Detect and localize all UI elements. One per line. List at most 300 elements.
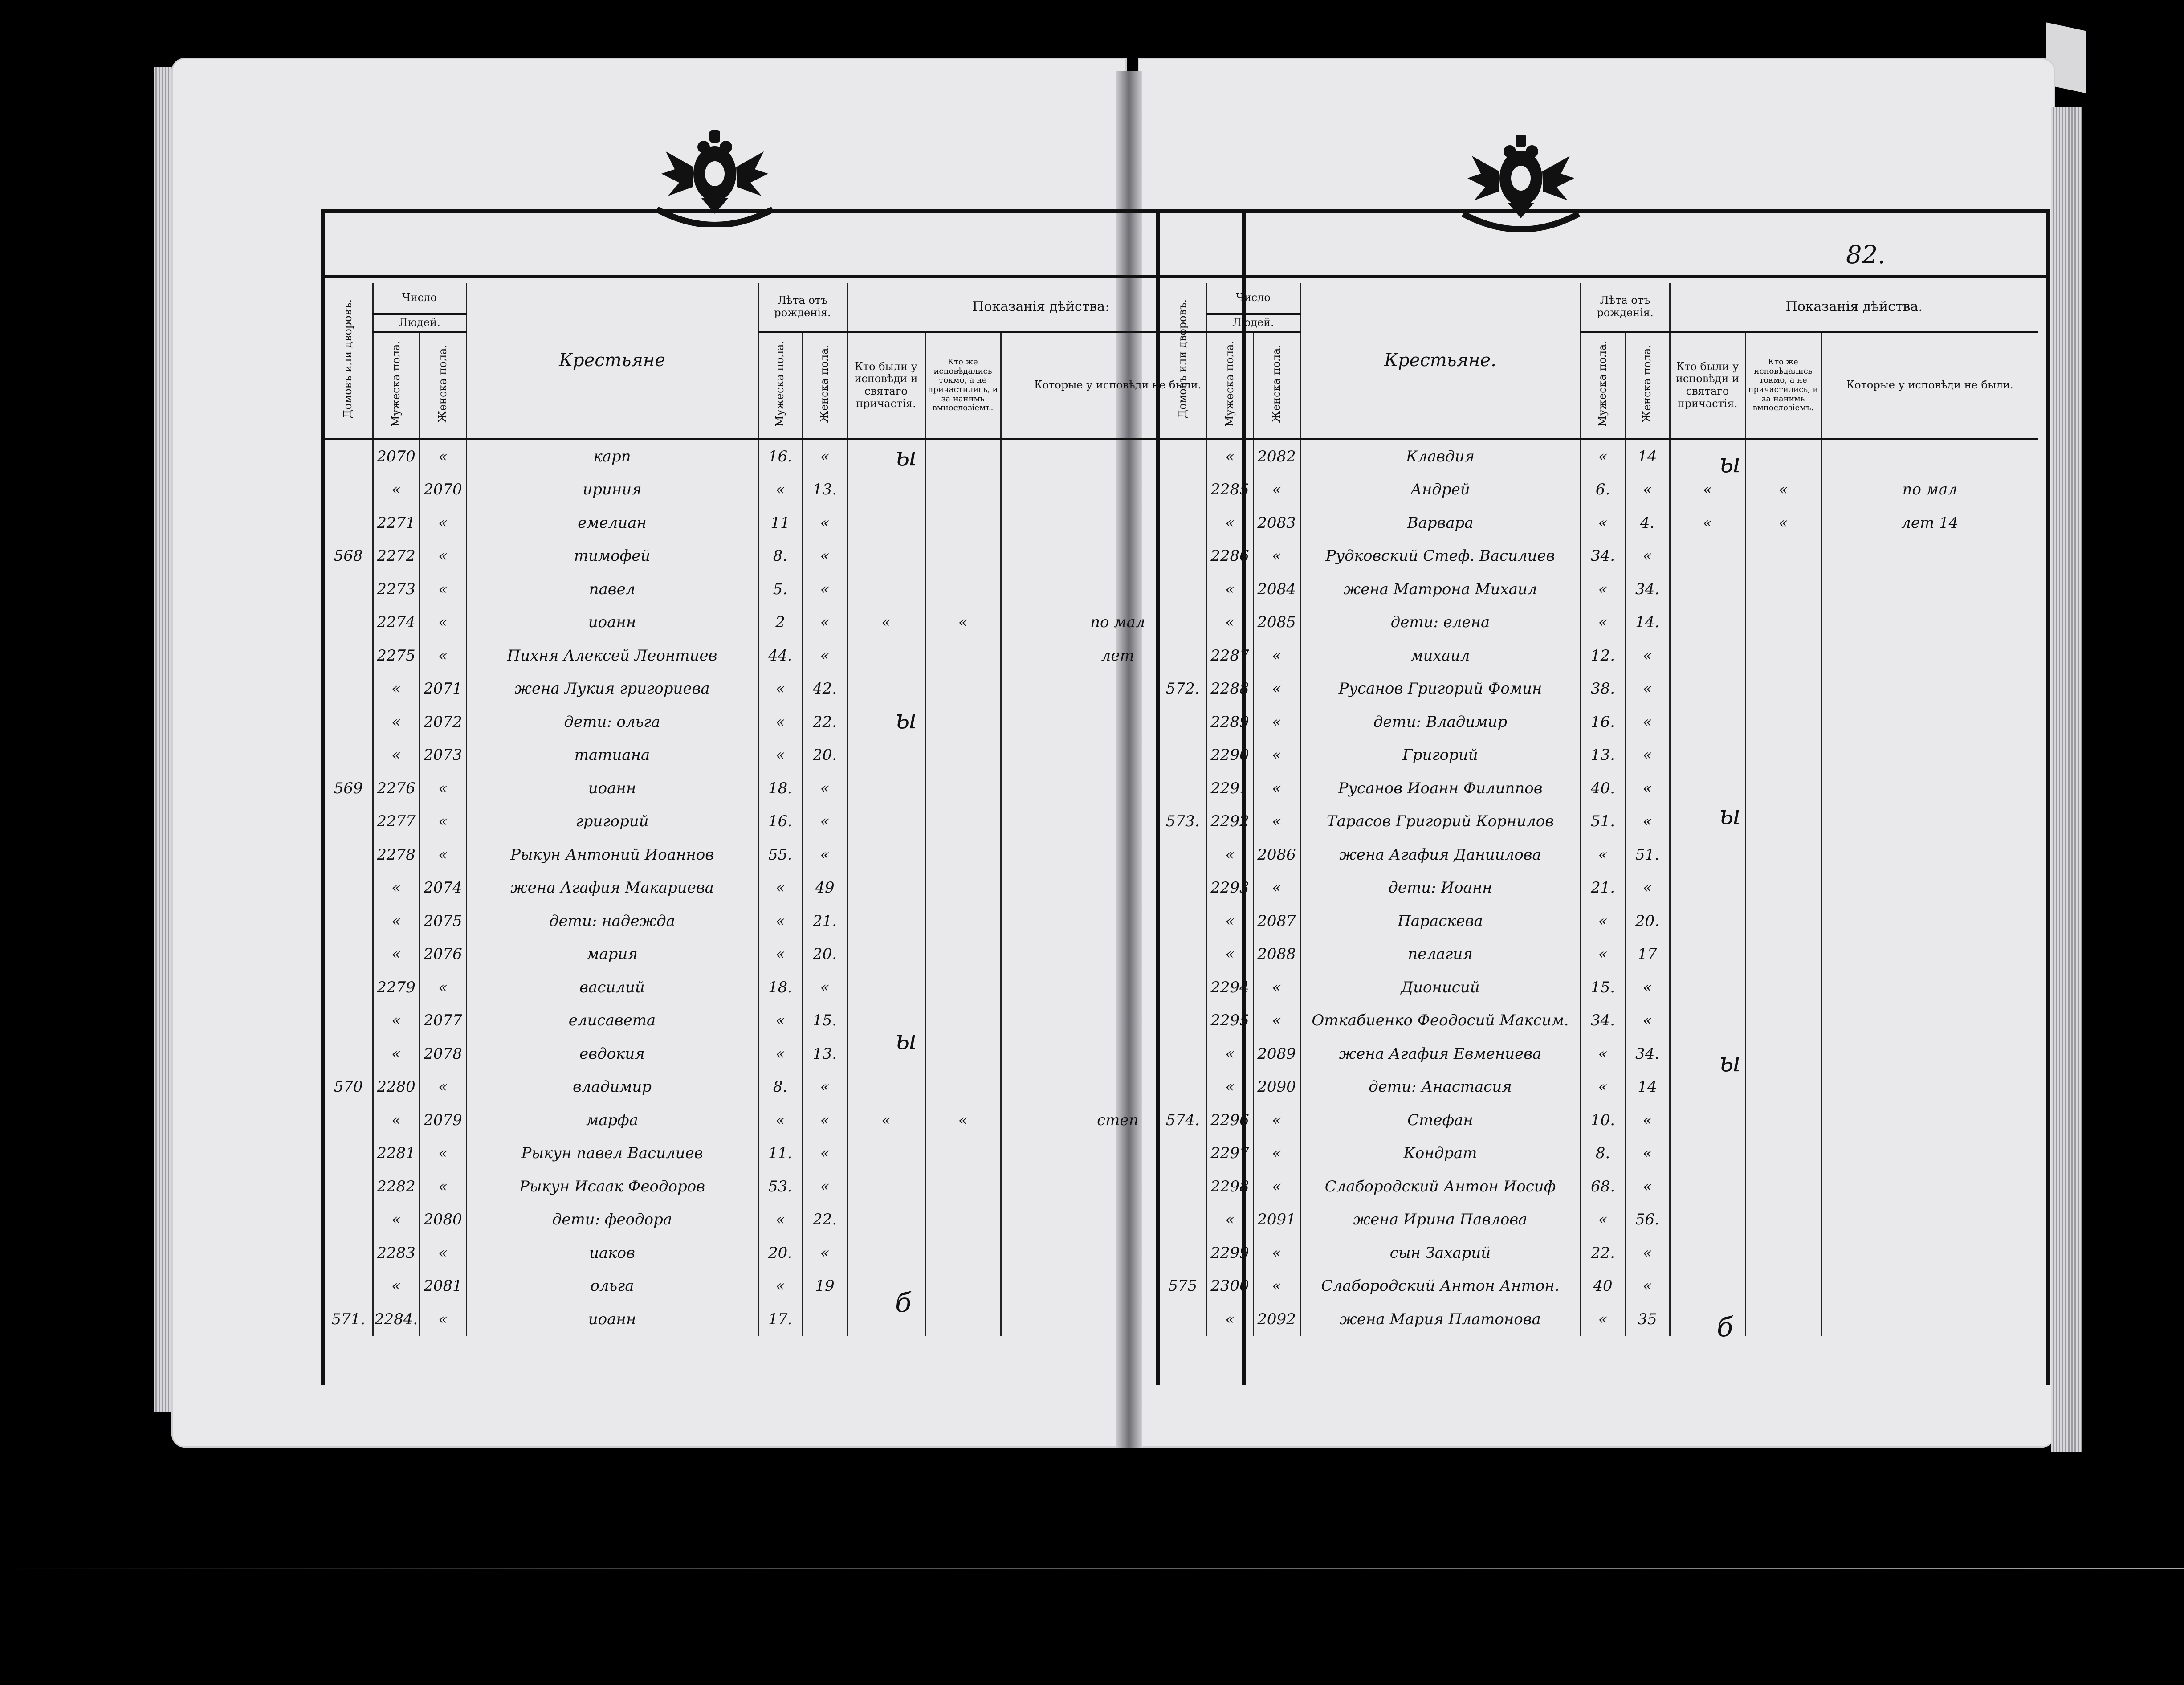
- cell-c1: «: [1670, 473, 1745, 506]
- cell-c1: [847, 506, 925, 540]
- cell-c3: [1821, 1004, 2038, 1037]
- col-households-header: Домовъ или дворовъ.: [1160, 283, 1206, 439]
- cell-c1: [1670, 871, 1745, 905]
- left-register-table: [325, 283, 1234, 1336]
- cell-male: «: [1206, 506, 1253, 540]
- cell-c2: [1745, 1236, 1821, 1270]
- cell-c3: [1821, 1104, 2038, 1137]
- col-confessed-header: Кто были у исповѣди и святаго причастія.: [1670, 332, 1745, 439]
- cell-c2: [1745, 1004, 1821, 1037]
- cell-age-f: «: [803, 971, 847, 1004]
- cell-male: 2294: [1206, 971, 1253, 1004]
- cell-name: тимофей: [466, 539, 758, 573]
- cell-c3: по мал: [1821, 473, 2038, 506]
- cell-age-f: 22.: [803, 1203, 847, 1236]
- cell-age-m: 6.: [1581, 473, 1625, 506]
- cell-age-f: «: [803, 805, 847, 838]
- margin-mark: ы: [895, 441, 917, 472]
- cell-age-m: 53.: [758, 1170, 803, 1204]
- cell-house: [325, 473, 373, 506]
- register-row: [1160, 805, 2038, 838]
- cell-name: Слабородский Антон Иосиф: [1300, 1170, 1581, 1204]
- col-male-header: Мужеска пола.: [1206, 332, 1253, 439]
- cell-female: 2073: [420, 738, 466, 772]
- cell-c3: [1821, 971, 2038, 1004]
- cell-age-m: «: [1581, 439, 1625, 473]
- cell-house: [1160, 1170, 1206, 1204]
- cell-c2: [925, 838, 1001, 872]
- cell-age-m: «: [758, 738, 803, 772]
- cell-female: «: [1253, 1170, 1300, 1204]
- page-number: 82.: [1846, 241, 1886, 269]
- cell-house: [325, 905, 373, 938]
- col-male-header: Мужеска пола.: [373, 332, 420, 439]
- cell-c2: [1745, 805, 1821, 838]
- cell-c3: [1821, 905, 2038, 938]
- cell-age-f: 14.: [1625, 606, 1670, 639]
- cell-c1: [847, 1170, 925, 1204]
- cell-house: [1160, 1037, 1206, 1071]
- cell-house: [1160, 905, 1206, 938]
- cell-name: карп: [466, 439, 758, 473]
- cell-female: «: [1253, 473, 1300, 506]
- cell-male: «: [373, 1269, 420, 1303]
- cell-c1: [847, 539, 925, 573]
- register-row: [1160, 539, 2038, 573]
- col-not-confessed-header: Которые у исповѣди не были.: [1001, 332, 1234, 439]
- cell-male: «: [1206, 439, 1253, 473]
- cell-male: 2279: [373, 971, 420, 1004]
- cell-age-m: 10.: [1581, 1104, 1625, 1137]
- double-headed-eagle-emblem-icon: [648, 125, 782, 227]
- cell-c2: [925, 639, 1001, 673]
- cell-age-f: 20.: [803, 738, 847, 772]
- cell-male: 2293: [1206, 871, 1253, 905]
- cell-female: 2092: [1253, 1303, 1300, 1336]
- cell-name: дети: Владимир: [1300, 706, 1581, 739]
- cell-male: 2281: [373, 1137, 420, 1170]
- cell-age-f: «: [803, 573, 847, 606]
- cell-female: 2070: [420, 473, 466, 506]
- cell-c2: [925, 1236, 1001, 1270]
- cell-name: Рыкун павел Василиев: [466, 1137, 758, 1170]
- cell-c1: [847, 473, 925, 506]
- cell-male: «: [1206, 905, 1253, 938]
- group-age-header: Лѣта отъ рожденія.: [1581, 283, 1670, 332]
- cell-name: иоанн: [466, 772, 758, 805]
- cell-c2: [925, 905, 1001, 938]
- cell-age-m: 21.: [1581, 871, 1625, 905]
- cell-house: [325, 1137, 373, 1170]
- cell-house: [325, 1104, 373, 1137]
- cell-house: [325, 573, 373, 606]
- cell-c1: [1670, 706, 1745, 739]
- cell-c1: [847, 905, 925, 938]
- cell-female: 2085: [1253, 606, 1300, 639]
- cell-c2: [925, 706, 1001, 739]
- register-row: [1160, 1236, 2038, 1270]
- cell-house: [1160, 573, 1206, 606]
- cell-c1: [847, 772, 925, 805]
- group-number-header: Число: [373, 283, 466, 314]
- cell-name: Рыкун Исаак Феодоров: [466, 1170, 758, 1204]
- cell-c1: [1670, 1004, 1745, 1037]
- cell-female: «: [420, 506, 466, 540]
- register-row: [325, 706, 1234, 739]
- cell-c2: [925, 772, 1001, 805]
- cell-c2: [1745, 672, 1821, 706]
- cell-age-m: «: [1581, 1303, 1625, 1336]
- cell-female: «: [420, 1303, 466, 1336]
- col-female-header: Женска пола.: [1253, 332, 1300, 439]
- register-row: [325, 672, 1234, 706]
- cell-c3: лет: [1001, 639, 1234, 673]
- cell-name: Кондрат: [1300, 1137, 1581, 1170]
- cell-name: Пихня Алексей Леонтиев: [466, 639, 758, 673]
- cell-name: мария: [466, 938, 758, 971]
- cell-age-f: «: [803, 1070, 847, 1104]
- cell-c2: [925, 1303, 1001, 1336]
- cell-female: 2080: [420, 1203, 466, 1236]
- cell-name: Рыкун Антоний Иоаннов: [466, 838, 758, 872]
- cell-house: [325, 938, 373, 971]
- cell-c1: [847, 738, 925, 772]
- cell-house: [1160, 606, 1206, 639]
- cell-male: «: [1206, 1303, 1253, 1336]
- cell-c1: [847, 971, 925, 1004]
- cell-name: татиана: [466, 738, 758, 772]
- cell-age-f: «: [803, 606, 847, 639]
- cell-age-m: «: [758, 672, 803, 706]
- cell-c1: [1670, 1203, 1745, 1236]
- cell-age-f: 20.: [1625, 905, 1670, 938]
- cell-age-m: 22.: [1581, 1236, 1625, 1270]
- cell-female: «: [1253, 706, 1300, 739]
- cell-c3: [1821, 606, 2038, 639]
- cell-age-m: 51.: [1581, 805, 1625, 838]
- cell-house: [325, 639, 373, 673]
- cell-female: «: [420, 1236, 466, 1270]
- cell-house: [1160, 1070, 1206, 1104]
- cell-male: 2283: [373, 1236, 420, 1270]
- cell-age-f: «: [1625, 1137, 1670, 1170]
- cell-age-f: 15.: [803, 1004, 847, 1037]
- cell-c3: [1821, 1170, 2038, 1204]
- cell-male: 2275: [373, 639, 420, 673]
- cell-male: 2299: [1206, 1236, 1253, 1270]
- register-row: [1160, 439, 2038, 473]
- col-households-header: Домовъ или дворовъ.: [325, 283, 373, 439]
- cell-c2: [1745, 606, 1821, 639]
- register-row: [1160, 1303, 2038, 1336]
- register-row: [325, 639, 1234, 673]
- cell-name: дети: Анастасия: [1300, 1070, 1581, 1104]
- cell-house: [325, 1004, 373, 1037]
- cell-age-f: 13.: [803, 473, 847, 506]
- cell-male: 2070: [373, 439, 420, 473]
- register-row: [325, 1303, 1234, 1336]
- register-row: [1160, 639, 2038, 673]
- cell-age-m: 16.: [1581, 706, 1625, 739]
- cell-female: «: [1253, 738, 1300, 772]
- cell-house: [1160, 1203, 1206, 1236]
- cell-female: 2087: [1253, 905, 1300, 938]
- cell-female: «: [1253, 672, 1300, 706]
- cell-male: 2295: [1206, 1004, 1253, 1037]
- cell-male: 2282: [373, 1170, 420, 1204]
- cell-c2: [925, 938, 1001, 971]
- cell-age-f: 4.: [1625, 506, 1670, 540]
- cell-female: «: [1253, 871, 1300, 905]
- cell-male: «: [373, 473, 420, 506]
- cell-c2: [925, 1269, 1001, 1303]
- cell-age-f: «: [1625, 1269, 1670, 1303]
- cell-c3: [1821, 738, 2038, 772]
- cell-age-m: «: [1581, 506, 1625, 540]
- cell-age-f: 13.: [803, 1037, 847, 1071]
- cell-age-m: «: [758, 871, 803, 905]
- cell-house: [325, 838, 373, 872]
- cell-female: «: [1253, 1236, 1300, 1270]
- cell-age-f: «: [1625, 706, 1670, 739]
- cell-age-f: «: [803, 439, 847, 473]
- margin-mark: б: [895, 1287, 912, 1318]
- cell-name: василий: [466, 971, 758, 1004]
- cell-name: Андрей: [1300, 473, 1581, 506]
- cell-name: емелиан: [466, 506, 758, 540]
- cell-c2: [1745, 1037, 1821, 1071]
- margin-mark: б: [1717, 1312, 1733, 1343]
- cell-male: 2300: [1206, 1269, 1253, 1303]
- group-status-header: Показанія дѣйства:: [847, 283, 1234, 332]
- cell-c1: [847, 672, 925, 706]
- cell-c1: [1670, 1236, 1745, 1270]
- register-row: [325, 506, 1234, 540]
- cell-name: Варвара: [1300, 506, 1581, 540]
- cell-age-f: «: [1625, 1004, 1670, 1037]
- cell-c3: [1821, 772, 2038, 805]
- cell-age-m: 11: [758, 506, 803, 540]
- cell-c2: [1745, 639, 1821, 673]
- cell-age-m: «: [1581, 573, 1625, 606]
- cell-female: «: [420, 439, 466, 473]
- cell-male: 2273: [373, 573, 420, 606]
- cell-age-f: «: [803, 1104, 847, 1137]
- cell-name: Дионисий: [1300, 971, 1581, 1004]
- cell-c3: степ: [1001, 1104, 1234, 1137]
- cell-male: 2277: [373, 805, 420, 838]
- cell-c2: [1745, 539, 1821, 573]
- cell-female: 2074: [420, 871, 466, 905]
- cell-c3: [1821, 539, 2038, 573]
- cell-age-m: «: [1581, 1037, 1625, 1071]
- cell-c1: [847, 1269, 925, 1303]
- cell-c3: [1821, 439, 2038, 473]
- cell-house: [325, 672, 373, 706]
- cell-age-m: 13.: [1581, 738, 1625, 772]
- cell-name: жена Ирина Павлова: [1300, 1203, 1581, 1236]
- cell-c2: [925, 1203, 1001, 1236]
- cell-age-m: 8.: [758, 539, 803, 573]
- cell-name: михаил: [1300, 639, 1581, 673]
- cell-age-f: «: [803, 506, 847, 540]
- cell-house: [325, 738, 373, 772]
- cell-c2: [1745, 706, 1821, 739]
- cell-age-m: 68.: [1581, 1170, 1625, 1204]
- cell-age-f: «: [1625, 1170, 1670, 1204]
- col-age-male-header: Мужеска пола.: [758, 332, 803, 439]
- cell-c2: [925, 871, 1001, 905]
- margin-mark: ы: [895, 1024, 917, 1056]
- cell-age-f: 35: [1625, 1303, 1670, 1336]
- register-row: [1160, 1070, 2038, 1104]
- col-estate-header: Крестьяне: [466, 283, 758, 439]
- cell-house: [325, 606, 373, 639]
- group-age-header: Лѣта отъ рожденія.: [758, 283, 847, 332]
- cell-name: жена Мария Платонова: [1300, 1303, 1581, 1336]
- cell-male: 2271: [373, 506, 420, 540]
- cell-female: «: [420, 1137, 466, 1170]
- cell-house: [325, 1203, 373, 1236]
- cell-house: 572.: [1165, 680, 1200, 698]
- cell-c1: [847, 1203, 925, 1236]
- cell-age-m: 38.: [1581, 672, 1625, 706]
- cell-male: «: [1206, 1037, 1253, 1071]
- cell-house: [1160, 772, 1206, 805]
- cell-c2: [1745, 1303, 1821, 1336]
- cell-female: «: [1253, 1004, 1300, 1037]
- cell-age-m: «: [758, 706, 803, 739]
- register-row: [1160, 1037, 2038, 1071]
- margin-mark: ы: [895, 704, 917, 735]
- cell-house: [1160, 473, 1206, 506]
- cell-c1: «: [847, 1104, 925, 1137]
- register-row: [1160, 838, 2038, 872]
- cell-name: евдокия: [466, 1037, 758, 1071]
- register-row: [1160, 573, 2038, 606]
- group-people-header: Людей.: [373, 314, 466, 332]
- cell-c1: [1670, 971, 1745, 1004]
- cell-name: Параскева: [1300, 905, 1581, 938]
- cell-age-m: 16.: [758, 439, 803, 473]
- cell-male: 2285: [1206, 473, 1253, 506]
- cell-house: 569: [334, 779, 363, 797]
- cell-age-f: «: [1625, 971, 1670, 1004]
- cell-house: [1160, 838, 1206, 872]
- cell-c1: [1670, 738, 1745, 772]
- cell-age-m: 8.: [1581, 1137, 1625, 1170]
- cell-female: «: [1253, 1104, 1300, 1137]
- register-row: [325, 439, 1234, 473]
- cell-c1: [1670, 672, 1745, 706]
- col-confessed-only-header: Кто же исповѣдались токмо, а не причастились, и за нанимь вмнослозіемъ.: [1745, 332, 1821, 439]
- cell-age-f: 14: [1625, 439, 1670, 473]
- cell-name: владимир: [466, 1070, 758, 1104]
- cell-c3: [1821, 573, 2038, 606]
- cell-c3: [1821, 871, 2038, 905]
- cell-male: «: [1206, 838, 1253, 872]
- cell-c3: [1821, 1203, 2038, 1236]
- cell-age-f: «: [1625, 672, 1670, 706]
- cell-c2: «: [925, 1104, 1001, 1137]
- cell-c2: [1745, 1203, 1821, 1236]
- cell-female: «: [1253, 639, 1300, 673]
- cell-age-f: «: [1625, 738, 1670, 772]
- cell-male: 2278: [373, 838, 420, 872]
- col-female-header: Женска пола.: [420, 332, 466, 439]
- cell-age-f: 19: [803, 1269, 847, 1303]
- col-not-confessed-header: Которые у исповѣди не были.: [1821, 332, 2038, 439]
- register-row: [325, 1170, 1234, 1204]
- register-row: [1160, 606, 2038, 639]
- cell-female: 2071: [420, 672, 466, 706]
- cell-name: Откабиенко Феодосий Максим.: [1300, 1004, 1581, 1037]
- cell-age-m: 55.: [758, 838, 803, 872]
- cell-name: дети: ольга: [466, 706, 758, 739]
- cell-male: 2298: [1206, 1170, 1253, 1204]
- cell-c1: «: [1670, 506, 1745, 540]
- cell-c2: [1745, 1104, 1821, 1137]
- cell-age-f: [803, 1303, 847, 1336]
- cell-c1: [1670, 539, 1745, 573]
- cell-age-m: «: [1581, 938, 1625, 971]
- cell-age-f: 14: [1625, 1070, 1670, 1104]
- cell-male: 2284.: [373, 1303, 420, 1336]
- cell-c2: [925, 1170, 1001, 1204]
- cell-male: «: [373, 672, 420, 706]
- cell-house: [325, 706, 373, 739]
- register-row: [325, 1004, 1234, 1037]
- cell-female: «: [420, 971, 466, 1004]
- cell-female: «: [420, 639, 466, 673]
- register-row: [1160, 1170, 2038, 1204]
- cell-female: 2076: [420, 938, 466, 971]
- cell-c1: [1670, 905, 1745, 938]
- register-row: [325, 738, 1234, 772]
- cell-age-m: «: [758, 1104, 803, 1137]
- group-status-header: Показанія дѣйства.: [1670, 283, 2038, 332]
- register-row: [1160, 905, 2038, 938]
- cell-c2: [925, 971, 1001, 1004]
- cell-c2: [1745, 838, 1821, 872]
- cell-c2: [925, 439, 1001, 473]
- register-row: [325, 1203, 1234, 1236]
- col-age-female-header: Женска пола.: [1625, 332, 1670, 439]
- register-row: [325, 606, 1234, 639]
- cell-male: «: [373, 738, 420, 772]
- cell-age-f: «: [1625, 473, 1670, 506]
- cell-male: «: [1206, 1203, 1253, 1236]
- cell-female: «: [1253, 805, 1300, 838]
- register-row: [1160, 871, 2038, 905]
- cell-age-m: 16.: [758, 805, 803, 838]
- cell-c1: [847, 938, 925, 971]
- register-row: [325, 573, 1234, 606]
- cell-male: «: [373, 1104, 420, 1137]
- cell-name: Григорий: [1300, 738, 1581, 772]
- scanner-edge-line: [0, 1568, 2184, 1569]
- cell-name: Русанов Иоанн Филиппов: [1300, 772, 1581, 805]
- register-row: [325, 938, 1234, 971]
- cell-female: «: [420, 838, 466, 872]
- col-age-male-header: Мужеска пола.: [1581, 332, 1625, 439]
- cell-c1: [1670, 1303, 1745, 1336]
- col-estate-header: Крестьяне.: [1300, 283, 1581, 439]
- cell-c1: [1670, 639, 1745, 673]
- cell-female: 2090: [1253, 1070, 1300, 1104]
- cell-name: иоанн: [466, 606, 758, 639]
- cell-age-f: «: [1625, 805, 1670, 838]
